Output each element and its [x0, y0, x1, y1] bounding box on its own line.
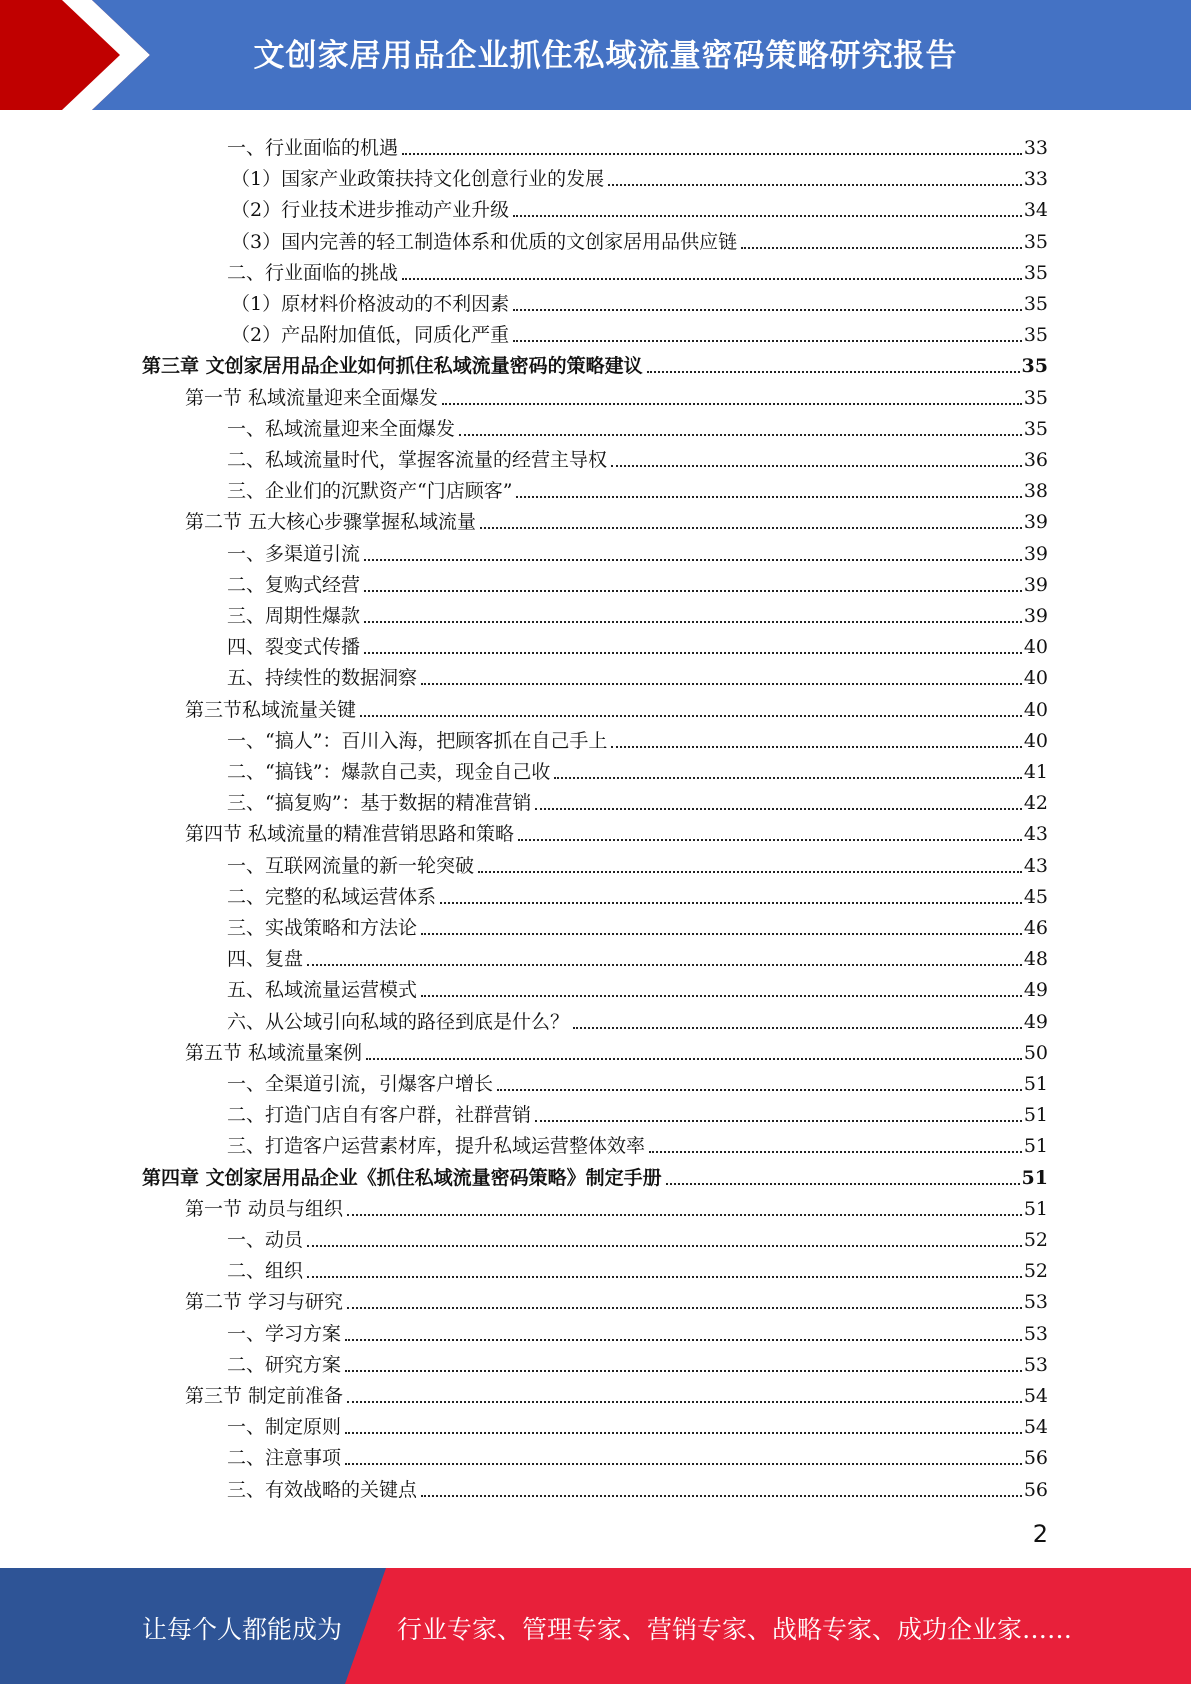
toc-entry-page: 40: [1023, 636, 1048, 659]
toc-entry-title: 第二节 学习与研究: [185, 1291, 344, 1314]
toc-entry[interactable]: [227, 1346, 1048, 1377]
toc-entry-title: （2）行业技术进步推动产业升级: [231, 199, 510, 222]
toc-entry-page: 52: [1023, 1229, 1048, 1251]
toc-entry-title: 二、行业面临的挑战: [227, 261, 399, 284]
toc-entry[interactable]: [142, 347, 1048, 378]
footer-slogan-left: 让每个人都能成为: [142, 1615, 343, 1644]
toc-entry-page: 39: [1023, 605, 1048, 627]
toc-entry[interactable]: [231, 191, 1048, 222]
toc-entry-title: 二、组织: [227, 1260, 304, 1283]
toc-entry-title: 第五节 私域流量案例: [185, 1041, 363, 1064]
toc-entry[interactable]: [227, 1408, 1048, 1439]
toc-entry-page: 51: [1023, 1073, 1048, 1095]
toc-entry-title: 六、从公域引向私域的路径到底是什么？: [227, 1010, 570, 1033]
toc-entry[interactable]: [227, 1221, 1048, 1252]
toc-entry-page: 42: [1023, 792, 1048, 815]
toc-entry-title: 第四章 文创家居用品企业《抓住私域流量密码策略》制定手册: [142, 1166, 662, 1189]
toc-dot-leader: [364, 559, 1022, 561]
toc-entry-title: 第四节 私域流量的精准营销思路和策略: [185, 823, 515, 846]
toc-entry-page: 35: [1023, 230, 1048, 253]
toc-entry-page: 43: [1023, 823, 1048, 846]
toc-dot-leader: [459, 434, 1022, 436]
toc-entry-page: 43: [1023, 854, 1048, 877]
toc-entry-page: 51: [1023, 1104, 1048, 1127]
toc-entry[interactable]: [185, 1283, 1048, 1314]
toc-entry-page: 35: [1023, 261, 1048, 284]
toc-entry[interactable]: [227, 1471, 1048, 1502]
toc-entry[interactable]: [227, 784, 1048, 815]
toc-entry[interactable]: [227, 254, 1048, 285]
toc-dot-leader: [347, 1307, 1022, 1309]
page-footer: [0, 1568, 1191, 1684]
toc-entry-page: 38: [1023, 480, 1048, 503]
toc-entry-page: 41: [1023, 761, 1048, 783]
toc-entry[interactable]: [231, 285, 1048, 316]
toc-dot-leader: [366, 1058, 1022, 1060]
toc-entry-title: 五、持续性的数据洞察: [227, 667, 418, 690]
toc-entry-page: 33: [1023, 168, 1048, 191]
toc-entry[interactable]: [227, 1065, 1048, 1096]
page-header: [0, 0, 1191, 110]
toc-entry[interactable]: [227, 847, 1048, 878]
toc-entry-title: 五、私域流量运营模式: [227, 979, 418, 1002]
toc-entry-page: 51: [1023, 1135, 1048, 1158]
toc-dot-leader: [513, 309, 1022, 311]
toc-entry-page: 56: [1023, 1478, 1048, 1501]
toc-entry[interactable]: [227, 441, 1048, 472]
toc-dot-leader: [421, 1495, 1022, 1497]
toc-dot-leader: [364, 590, 1022, 592]
toc-entry-title: 一、私域流量迎来全面爆发: [227, 417, 456, 440]
toc-dot-leader: [364, 621, 1022, 623]
toc-entry-page: 46: [1023, 917, 1048, 939]
toc-entry[interactable]: [227, 940, 1048, 971]
toc-entry[interactable]: [142, 1159, 1048, 1190]
toc-entry-page: 35: [1023, 386, 1048, 409]
toc-entry-page: 45: [1023, 885, 1048, 908]
toc-entry-page: 35: [1021, 355, 1048, 378]
toc-dot-leader: [347, 1214, 1022, 1216]
toc-entry[interactable]: [227, 472, 1048, 503]
toc-dot-leader: [480, 527, 1022, 529]
toc-dot-leader: [647, 371, 1020, 373]
toc-dot-leader: [513, 340, 1022, 342]
toc-entry[interactable]: [185, 379, 1048, 410]
toc-entry[interactable]: [227, 628, 1048, 659]
toc-entry-title: （1）国家产业政策扶持文化创意行业的发展: [231, 168, 605, 191]
toc-entry[interactable]: [227, 971, 1048, 1002]
toc-dot-leader: [666, 1183, 1020, 1185]
toc-entry-title: 一、学习方案: [227, 1322, 342, 1345]
toc-dot-leader: [741, 247, 1022, 249]
toc-entry-page: 33: [1023, 137, 1048, 159]
toc-dot-leader: [535, 1120, 1022, 1122]
toc-entry-page: 52: [1023, 1260, 1048, 1283]
toc-entry-page: 36: [1023, 449, 1048, 471]
toc-entry-title: 第三节私域流量关键: [185, 698, 357, 721]
toc-entry[interactable]: [227, 1127, 1048, 1158]
toc-entry[interactable]: [227, 410, 1048, 441]
toc-entry[interactable]: [185, 1034, 1048, 1065]
toc-entry-title: 一、动员: [227, 1229, 304, 1251]
toc-entry-page: 53: [1023, 1322, 1048, 1345]
toc-entry-title: 四、裂变式传播: [227, 636, 361, 659]
toc-entry-title: 二、私域流量时代，掌握客流量的经营主导权: [227, 449, 608, 471]
toc-entry-title: 一、多渠道引流: [227, 542, 361, 565]
toc-entry-title: 一、制定原则: [227, 1416, 342, 1439]
toc-entry-page: 49: [1023, 1010, 1048, 1033]
toc-dot-leader: [573, 1027, 1022, 1029]
toc-entry[interactable]: [185, 815, 1048, 846]
toc-entry-title: 二、“搞钱”：爆款自己卖，现金自己收: [227, 761, 551, 783]
toc-dot-leader: [608, 184, 1022, 186]
toc-entry[interactable]: [185, 1190, 1048, 1221]
toc-dot-leader: [611, 746, 1021, 748]
toc-entry[interactable]: [231, 316, 1048, 347]
toc-entry-page: 35: [1023, 293, 1048, 315]
toc-dot-leader: [649, 1151, 1022, 1153]
toc-dot-leader: [347, 1401, 1022, 1403]
toc-entry-title: 一、互联网流量的新一轮突破: [227, 854, 475, 877]
toc-entry[interactable]: [227, 722, 1048, 753]
toc-entry-title: 三、有效战略的关键点: [227, 1478, 418, 1501]
toc-entry-title: 第三章 文创家居用品企业如何抓住私域流量密码的策略建议: [142, 355, 643, 378]
toc-entry[interactable]: [231, 223, 1048, 254]
toc-entry[interactable]: [185, 1377, 1048, 1408]
toc-entry-title: （1）原材料价格波动的不利因素: [231, 293, 510, 315]
toc-entry-title: 二、研究方案: [227, 1353, 342, 1376]
toc-entry-page: 35: [1023, 417, 1048, 440]
toc-entry[interactable]: [231, 160, 1048, 191]
toc-entry-page: 54: [1023, 1385, 1048, 1407]
toc-entry-page: 53: [1023, 1291, 1048, 1314]
toc-entry-title: 二、注意事项: [227, 1447, 342, 1470]
page-number: 2: [1032, 1520, 1048, 1548]
toc-dot-leader: [307, 1245, 1022, 1247]
toc-entry[interactable]: [227, 753, 1048, 784]
toc-dot-leader: [421, 683, 1022, 685]
toc-dot-leader: [307, 1276, 1022, 1278]
toc-entry-page: 51: [1023, 1197, 1048, 1220]
toc-dot-leader: [611, 465, 1022, 467]
toc-entry[interactable]: [227, 1096, 1048, 1127]
toc-entry-page: 50: [1023, 1041, 1048, 1064]
toc-entry[interactable]: [227, 878, 1048, 909]
toc-entry-title: 二、打造门店自有客户群，社群营销: [227, 1104, 532, 1127]
toc-entry-title: 四、复盘: [227, 948, 304, 971]
toc-dot-leader: [345, 1370, 1022, 1372]
toc-entry-title: 第一节 私域流量迎来全面爆发: [185, 386, 439, 409]
toc-dot-leader: [513, 215, 1022, 217]
toc-entry-title: 一、全渠道引流，引爆客户增长: [227, 1073, 494, 1095]
toc-entry-page: 40: [1023, 729, 1048, 752]
toc-entry-page: 40: [1023, 698, 1048, 721]
toc-dot-leader: [442, 403, 1022, 405]
toc-dot-leader: [478, 871, 1022, 873]
toc-entry-title: 第一节 动员与组织: [185, 1197, 344, 1220]
toc-dot-leader: [402, 278, 1022, 280]
toc-entry[interactable]: [185, 691, 1048, 722]
toc-entry-page: 56: [1023, 1447, 1048, 1470]
footer-slogan-right: 行业专家、管理专家、营销专家、战略专家、成功企业家……: [397, 1615, 1073, 1644]
toc-dot-leader: [364, 652, 1022, 654]
toc-dot-leader: [518, 839, 1022, 841]
toc-dot-leader: [402, 153, 1022, 155]
toc-dot-leader: [497, 1089, 1022, 1091]
toc-entry[interactable]: [227, 597, 1048, 628]
report-title: 文创家居用品企业抓住私域流量密码策略研究报告: [253, 38, 958, 74]
toc-entry-title: 二、复购式经营: [227, 573, 361, 596]
toc-entry-title: 一、“搞人”：百川入海，把顾客抓在自己手上: [227, 729, 608, 752]
toc-entry[interactable]: [227, 566, 1048, 597]
toc-entry-page: 39: [1023, 542, 1048, 565]
toc-dot-leader: [345, 1432, 1022, 1434]
toc-entry-page: 35: [1023, 324, 1048, 347]
toc-dot-leader: [440, 902, 1022, 904]
toc-dot-leader: [421, 995, 1022, 997]
toc-dot-leader: [345, 1339, 1022, 1341]
toc-dot-leader: [360, 715, 1022, 717]
toc-entry-page: 39: [1023, 511, 1048, 534]
toc-entry[interactable]: [227, 659, 1048, 690]
toc-dot-leader: [345, 1463, 1022, 1465]
toc-entry-title: 一、行业面临的机遇: [227, 137, 399, 159]
toc-entry-page: 51: [1021, 1166, 1048, 1189]
toc-entry-title: 第二节 五大核心步骤掌握私域流量: [185, 511, 477, 534]
toc-entry[interactable]: [227, 1439, 1048, 1470]
toc-entry-page: 34: [1023, 199, 1048, 222]
toc-entry[interactable]: [227, 1315, 1048, 1346]
toc-entry-page: 39: [1023, 573, 1048, 596]
toc-entry[interactable]: [227, 909, 1048, 940]
toc-entry-title: 三、企业们的沉默资产“门店顾客”: [227, 480, 513, 503]
toc-entry-title: 第三节 制定前准备: [185, 1385, 344, 1407]
toc-entry[interactable]: [227, 535, 1048, 566]
toc-dot-leader: [554, 777, 1021, 779]
toc-entry-title: 三、“搞复购”：基于数据的精准营销: [227, 792, 532, 815]
toc-dot-leader: [516, 496, 1021, 498]
toc-entry[interactable]: [227, 1003, 1048, 1034]
toc-entry-title: 三、周期性爆款: [227, 605, 361, 627]
toc-dot-leader: [535, 808, 1021, 810]
toc-entry-page: 54: [1023, 1416, 1048, 1439]
toc-entry-title: 三、打造客户运营素材库，提升私域运营整体效率: [227, 1135, 646, 1158]
toc-entry-page: 53: [1023, 1353, 1048, 1376]
toc-entry[interactable]: [227, 1252, 1048, 1283]
toc-entry[interactable]: [227, 129, 1048, 160]
toc-entry-page: 48: [1023, 948, 1048, 971]
toc-entry-page: 40: [1023, 667, 1048, 690]
toc-dot-leader: [307, 964, 1022, 966]
toc-entry-title: （2）产品附加值低，同质化严重: [231, 324, 510, 347]
toc-entry-page: 49: [1023, 979, 1048, 1002]
toc-dot-leader: [421, 933, 1022, 935]
toc-entry-title: 三、实战策略和方法论: [227, 917, 418, 939]
toc-entry-title: 二、完整的私域运营体系: [227, 885, 437, 908]
toc-entry[interactable]: [185, 503, 1048, 534]
toc-entry-title: （3）国内完善的轻工制造体系和优质的文创家居用品供应链: [231, 230, 738, 253]
